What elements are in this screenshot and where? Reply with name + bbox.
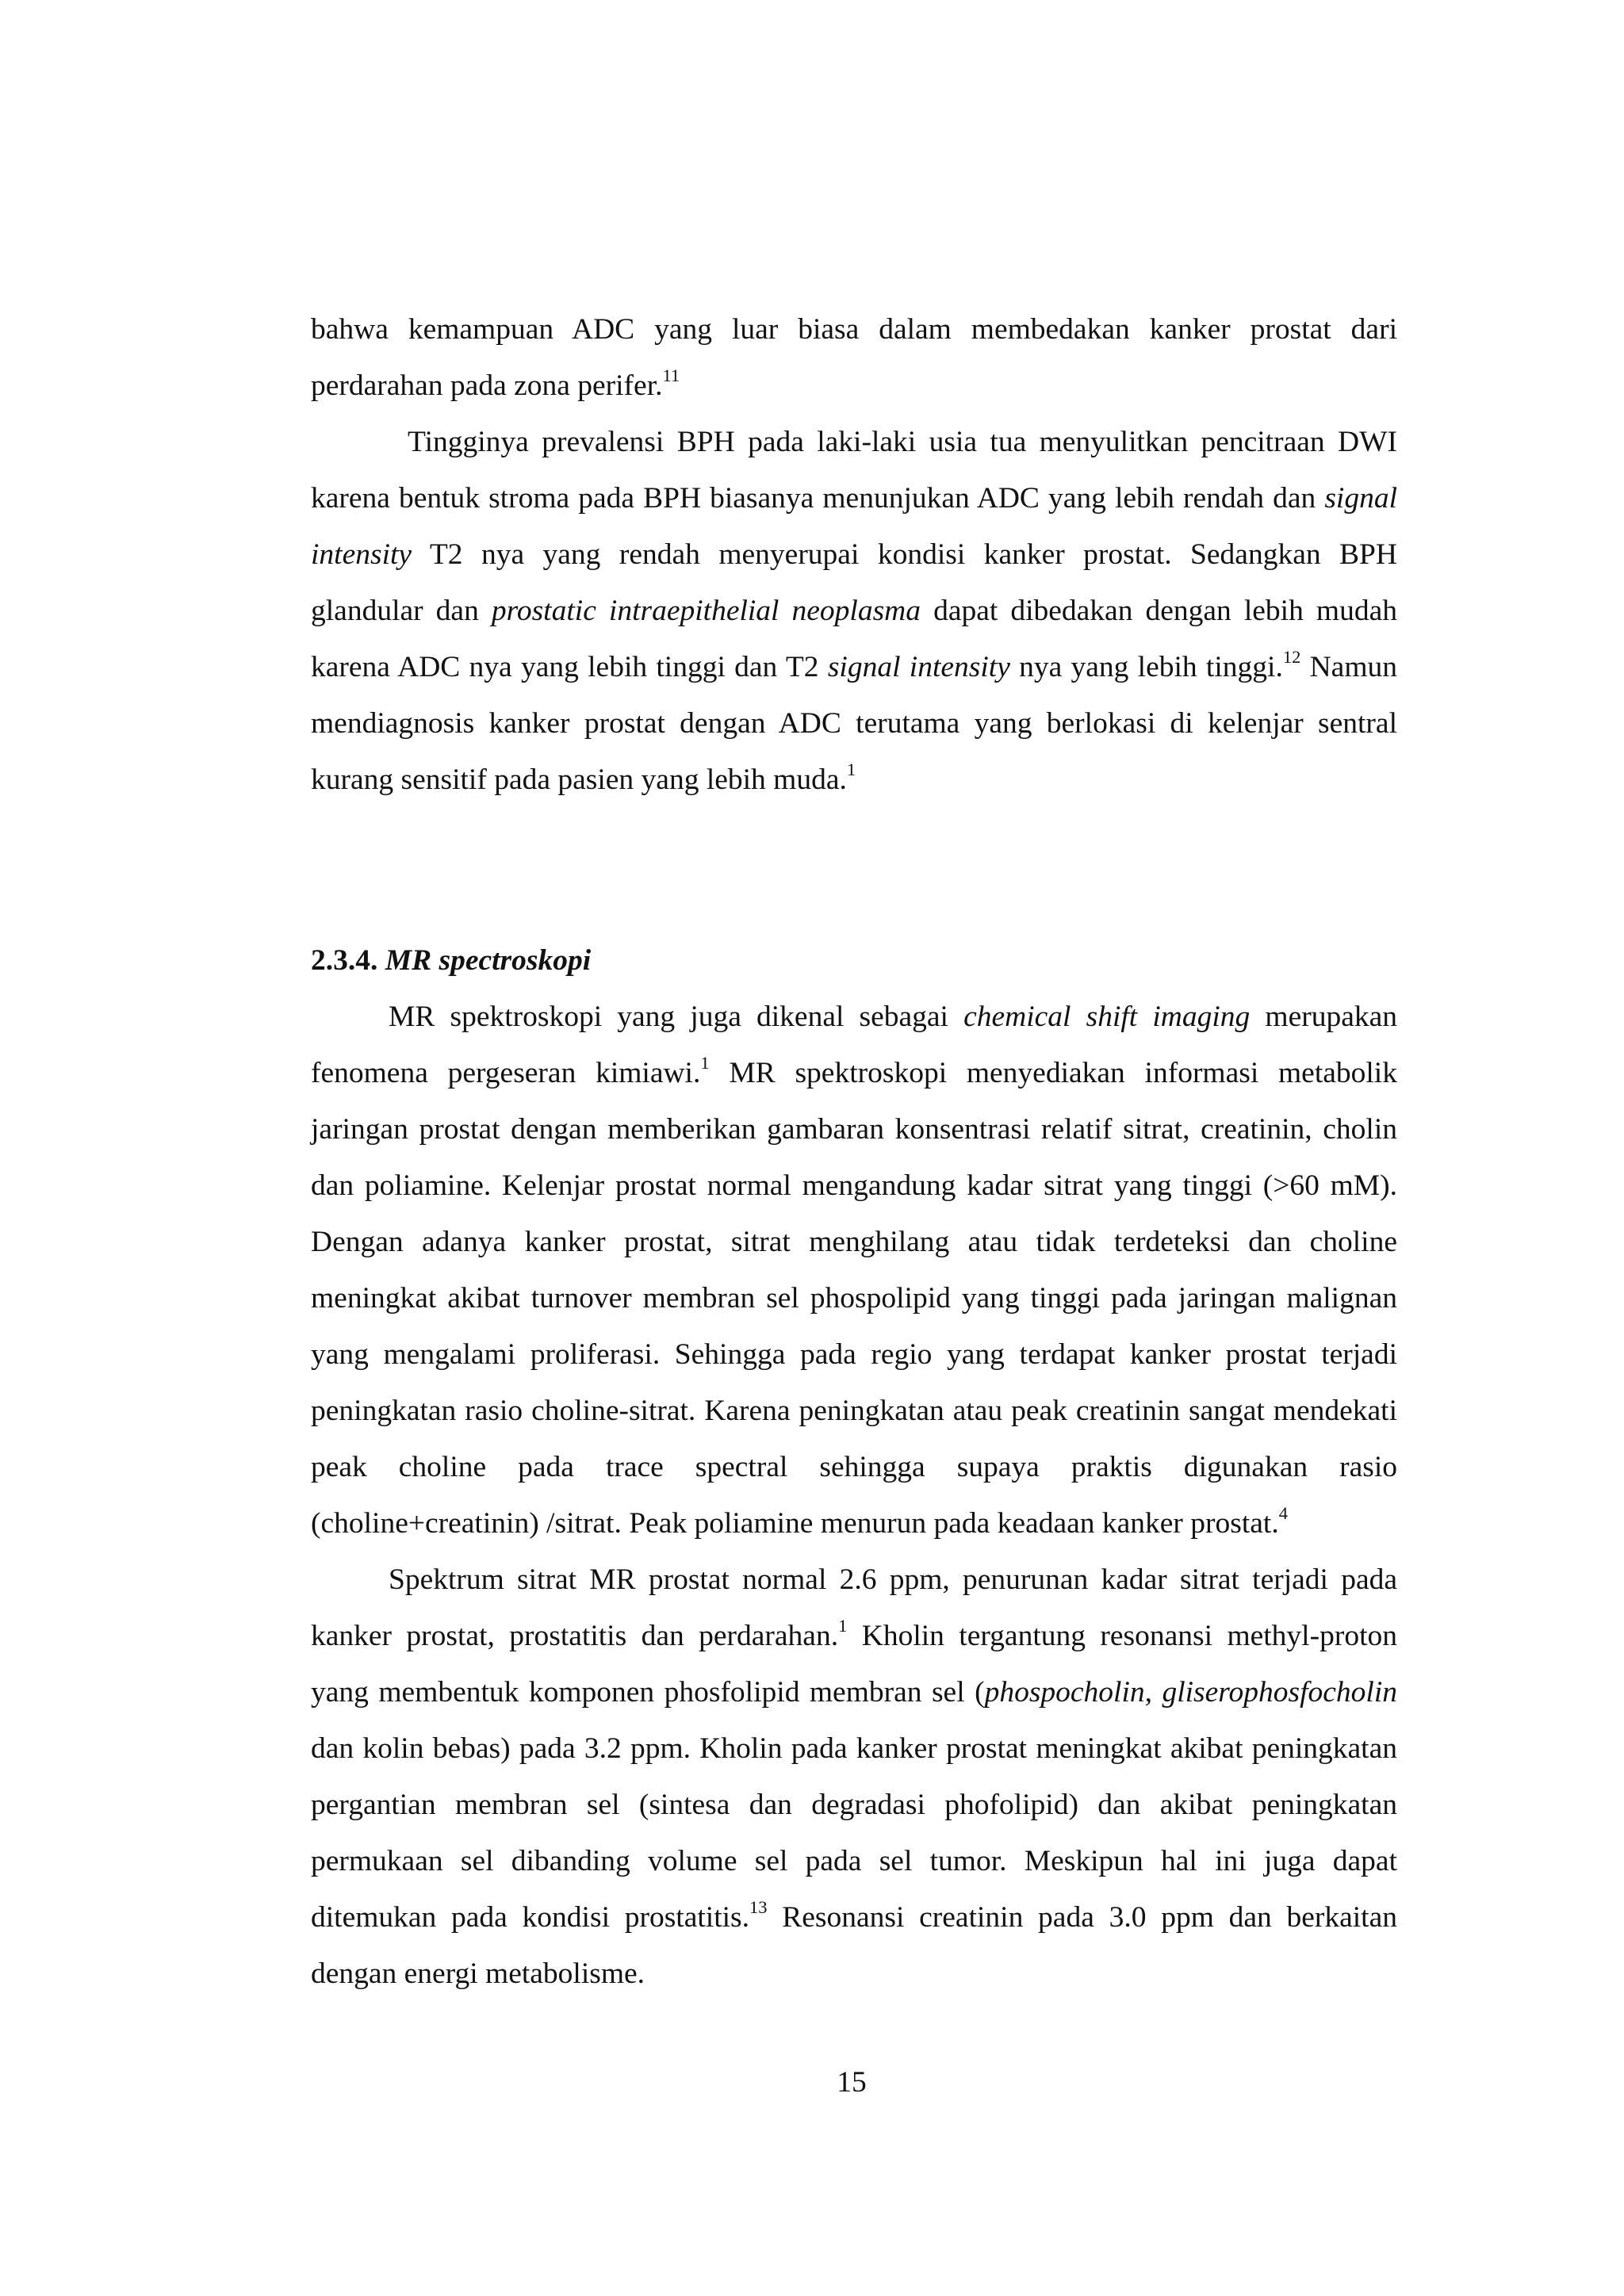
paragraph-mr-spectroscopy: MR spektroskopi yang juga dikenal sebagai chemical shift imaging merupakan fenomena pergeseran kimiawi.$^1$ MR spektroskopi menyediakan informasi metabolik jaringan prostat dengan memberikan gambaran konsentrasi relatif sitrat, creatinin, cholin dan poliamine. Kelenjar prostat normal mengandung kadar sitrat yang tinggi (>60 mM). Dengan adanya kanker prostat, sitrat menghilang atau tidak terdeteksi dan choline meningkat akibat turnover membran sel phospolipid yang tinggi pada jaringan malignan yang mengalami proliferasi. Sehingga pada regio yang terdapat kanker prostat terjadi peningkatan rasio choline-sitrat. Karena peningkatan atau peak creatinin sangat mendekati peak choline pada trace spectral sehingga supaya praktis digunakan rasio (choline+creatinin) /sitrat. Peak poliamine menurun pada keadaan kanker prostat.$^4$ [311, 1001, 1398, 1540]
body-text-top [311, 301, 1397, 808]
section-heading [311, 932, 591, 989]
citation-ref: 12 [1282, 647, 1301, 668]
paragraph-spectrum: Spektrum sitrat MR prostat normal 2.6 ppm, penurunan kadar sitrat terjadi pada kanker prostat, prostatitis dan perdarahan.$^1$ Kholin tergantung resonansi methyl-proton yang membentuk komponen phosfolipid membran sel (phospocholin, gliserophosfocholin dan kolin bebas) pada 3.2 ppm. Kholin pada kanker prostat meningkat akibat peningkatan pergantian membran sel (sintesa dan degradasi phofolipid) dan akibat peningkatan permukaan sel dibanding volume sel pada sel tumor. Meskipun hal ini juga dapat ditemukan pada kondisi prostatitis.$^{13}$ Resonansi creatinin pada 3.0 ppm dan berkaitan dengan energi metabolisme. [311, 1563, 1397, 1990]
body-text-bottom [311, 989, 1397, 2002]
section-title: MR spectroskopi [385, 944, 592, 977]
citation-ref: 13 [749, 1897, 768, 1918]
citation-ref: 1 [838, 1616, 848, 1636]
citation-ref: 1 [846, 760, 856, 780]
citation-ref: 11 [662, 365, 680, 386]
paragraph-continuation: bahwa kemampuan ADC yang luar biasa dalam membedakan kanker prostat dari perdarahan pada zona perifer.$^{11}$ [311, 313, 1397, 402]
citation-ref: 4 [1278, 1503, 1288, 1524]
page-number: 15 [837, 2066, 867, 2099]
citation-ref: 1 [700, 1053, 710, 1073]
paragraph-bph: Tingginya prevalensi BPH pada laki-laki usia tua menyulitkan pencitraan DWI karena bentuk stroma pada BPH biasanya menunjukan ADC yang lebih rendah dan signal intensity T2 nya yang rendah menyerupai kondisi kanker prostat. Sedangkan BPH glandular dan prostatic intraepithelial neoplasma dapat dibedakan dengan lebih mudah karena ADC nya yang lebih tinggi dan T2 signal intensity nya yang lebih tinggi.$^{12}$ Namun mendiagnosis kanker prostat dengan ADC terutama yang berlokasi di kelenjar sentral kurang sensitif pada pasien yang lebih muda.$^1$ [311, 426, 1397, 796]
section-number: 2.3.4. [311, 944, 378, 977]
